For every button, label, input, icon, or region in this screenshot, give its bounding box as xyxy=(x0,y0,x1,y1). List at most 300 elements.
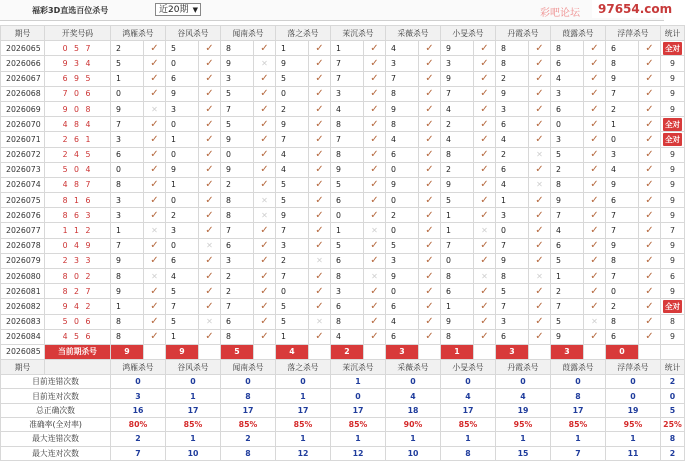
kill-value-cell: 9 xyxy=(331,162,364,177)
result-mark-cell xyxy=(474,162,496,177)
result-mark-cell xyxy=(199,314,221,329)
kill-value-cell: 9 xyxy=(111,101,144,116)
check-icon: ✓ xyxy=(260,316,269,328)
check-icon: ✓ xyxy=(645,285,654,297)
kill-value-cell: 5 xyxy=(276,314,309,329)
kill-value-cell: 5 xyxy=(441,193,474,208)
cross-icon: ✕ xyxy=(206,317,213,327)
kill-value-cell: 9 xyxy=(166,162,199,177)
result-mark-cell xyxy=(199,299,221,314)
check-icon: ✓ xyxy=(205,331,214,343)
kill-value-cell: 0 xyxy=(166,238,199,253)
check-icon: ✓ xyxy=(370,209,379,221)
kill-value-cell: 0 xyxy=(166,147,199,162)
check-icon: ✓ xyxy=(370,285,379,297)
kill-value-cell: 6 xyxy=(551,238,584,253)
result-mark-cell xyxy=(419,71,441,86)
result-mark-cell xyxy=(529,314,551,329)
table-row xyxy=(1,117,685,132)
kill-value-cell: 7 xyxy=(331,71,364,86)
stat-cell: 7 xyxy=(661,223,685,238)
kill-value-cell: 8 xyxy=(331,314,364,329)
result-mark-cell xyxy=(199,238,221,253)
kill-value-cell: 7 xyxy=(166,299,199,314)
period-cell: 2026084 xyxy=(1,329,45,344)
kill-value-cell: 3 xyxy=(166,101,199,116)
stat-cell: 9 xyxy=(661,329,685,344)
stats-value: 8 xyxy=(441,446,496,460)
kill-value-cell: 2 xyxy=(551,284,584,299)
check-icon: ✓ xyxy=(425,316,434,328)
check-icon: ✓ xyxy=(535,88,544,100)
kill-value-cell: 0 xyxy=(606,284,639,299)
result-mark-cell xyxy=(144,238,166,253)
result-mark-cell xyxy=(364,71,386,86)
check-icon: ✓ xyxy=(425,240,434,252)
result-mark-cell xyxy=(144,314,166,329)
period-cell: 2026079 xyxy=(1,253,45,268)
kill-value-cell: 0 xyxy=(551,117,584,132)
check-icon: ✓ xyxy=(205,179,214,191)
table-row xyxy=(1,147,685,162)
column-header: 期号 xyxy=(1,26,45,41)
result-mark-cell xyxy=(254,329,276,344)
kill-value-cell: 5 xyxy=(331,238,364,253)
result-mark-cell xyxy=(584,101,606,116)
column-header: 丹霞杀号 xyxy=(496,26,551,41)
result-mark-cell xyxy=(144,117,166,132)
cross-icon: ✕ xyxy=(536,150,543,160)
kill-value-cell: 8 xyxy=(221,208,254,223)
kill-value-cell: 6 xyxy=(606,329,639,344)
check-icon: ✓ xyxy=(590,285,599,297)
result-mark-cell xyxy=(529,177,551,192)
draw-numbers-cell: 9 0 8 xyxy=(45,101,111,116)
period-cell: 2026077 xyxy=(1,223,45,238)
kill-value-cell: 1 xyxy=(276,329,309,344)
table-row xyxy=(1,299,685,314)
stats-value: 12 xyxy=(276,446,331,460)
stats-value: 4 xyxy=(496,389,551,403)
result-mark-cell xyxy=(639,71,661,86)
kill-value-cell: 5 xyxy=(276,193,309,208)
check-icon: ✓ xyxy=(645,331,654,343)
all-correct-badge: 全对 xyxy=(665,43,680,53)
column-header: 鸿雁杀号 xyxy=(111,26,166,41)
check-icon: ✓ xyxy=(205,73,214,85)
period-cell: 2026067 xyxy=(1,71,45,86)
stat-cell xyxy=(661,132,685,147)
cross-icon: ✕ xyxy=(481,271,488,281)
stats-label: 最大连对次数 xyxy=(1,446,111,460)
current-kill-spacer xyxy=(419,344,441,359)
kill-value-cell: 9 xyxy=(551,329,584,344)
kill-value-cell: 7 xyxy=(551,299,584,314)
stats-value: 8 xyxy=(221,446,276,460)
stats-value: 4 xyxy=(386,389,441,403)
result-mark-cell xyxy=(474,86,496,101)
all-correct-badge: 全对 xyxy=(665,134,680,144)
table-row xyxy=(1,132,685,147)
result-mark-cell xyxy=(529,71,551,86)
result-mark-cell xyxy=(364,299,386,314)
kill-value-cell: 2 xyxy=(221,177,254,192)
result-mark-cell xyxy=(309,314,331,329)
check-icon: ✓ xyxy=(260,149,269,161)
kill-value-cell: 9 xyxy=(386,269,419,284)
kill-value-cell: 8 xyxy=(221,193,254,208)
table-row xyxy=(1,71,685,86)
result-mark-cell xyxy=(474,253,496,268)
check-icon: ✓ xyxy=(315,270,324,282)
check-icon: ✓ xyxy=(480,118,489,130)
kill-value-cell: 9 xyxy=(221,132,254,147)
result-mark-cell xyxy=(364,41,386,56)
check-icon: ✓ xyxy=(150,285,159,297)
check-icon: ✓ xyxy=(370,240,379,252)
result-mark-cell xyxy=(144,56,166,71)
table-row xyxy=(1,162,685,177)
check-icon: ✓ xyxy=(645,57,654,69)
check-icon: ✓ xyxy=(150,88,159,100)
check-icon: ✓ xyxy=(370,88,379,100)
kill-value-cell: 7 xyxy=(331,56,364,71)
stats-label: 总正确次数 xyxy=(1,403,111,417)
result-mark-cell xyxy=(584,269,606,284)
cross-icon: ✕ xyxy=(261,195,268,205)
result-mark-cell xyxy=(144,147,166,162)
check-icon: ✓ xyxy=(150,57,159,69)
kill-value-cell: 8 xyxy=(111,177,144,192)
period-cell: 2026076 xyxy=(1,208,45,223)
site-logo[interactable] xyxy=(592,0,673,18)
result-mark-cell xyxy=(419,269,441,284)
kill-value-cell: 0 xyxy=(331,208,364,223)
result-mark-cell xyxy=(639,193,661,208)
kill-value-cell: 7 xyxy=(331,132,364,147)
check-icon: ✓ xyxy=(260,255,269,267)
check-icon: ✓ xyxy=(425,300,434,312)
kill-value-cell: 6 xyxy=(331,253,364,268)
check-icon: ✓ xyxy=(150,164,159,176)
check-icon: ✓ xyxy=(315,57,324,69)
kill-value-cell: 4 xyxy=(496,177,529,192)
result-mark-cell xyxy=(199,71,221,86)
result-mark-cell xyxy=(419,86,441,101)
check-icon: ✓ xyxy=(645,255,654,267)
result-mark-cell xyxy=(144,299,166,314)
current-kill-spacer xyxy=(144,344,166,359)
chevron-down-icon: ▼ xyxy=(192,6,198,14)
check-icon: ✓ xyxy=(315,164,324,176)
table-row xyxy=(1,284,685,299)
kill-value-cell: 4 xyxy=(276,147,309,162)
result-mark-cell xyxy=(364,132,386,147)
stat-cell: 9 xyxy=(661,177,685,192)
result-mark-cell xyxy=(199,223,221,238)
result-mark-cell xyxy=(474,56,496,71)
check-icon: ✓ xyxy=(535,133,544,145)
kill-value-cell: 6 xyxy=(496,162,529,177)
check-icon: ✓ xyxy=(535,118,544,130)
kill-value-cell: 6 xyxy=(331,193,364,208)
check-icon: ✓ xyxy=(590,88,599,100)
period-cell: 2026080 xyxy=(1,269,45,284)
check-icon: ✓ xyxy=(645,149,654,161)
result-mark-cell xyxy=(254,101,276,116)
check-icon: ✓ xyxy=(645,300,654,312)
result-mark-cell xyxy=(529,41,551,56)
kill-value-cell: 8 xyxy=(496,56,529,71)
kill-value-cell: 9 xyxy=(496,86,529,101)
kill-value-cell: 5 xyxy=(276,299,309,314)
result-mark-cell xyxy=(309,329,331,344)
stats-value: 10 xyxy=(166,446,221,460)
header-row xyxy=(1,26,685,41)
check-icon: ✓ xyxy=(260,285,269,297)
stats-column-header xyxy=(45,359,111,374)
check-icon: ✓ xyxy=(535,255,544,267)
result-mark-cell xyxy=(419,284,441,299)
top-bar xyxy=(0,0,673,21)
check-icon: ✓ xyxy=(590,209,599,221)
draw-numbers-cell: 8 6 3 xyxy=(45,208,111,223)
period-cell: 2026073 xyxy=(1,162,45,177)
kill-value-cell: 6 xyxy=(606,193,639,208)
stats-value: 1 xyxy=(386,432,441,446)
check-icon: ✓ xyxy=(645,118,654,130)
result-mark-cell xyxy=(309,193,331,208)
kill-value-cell: 6 xyxy=(166,253,199,268)
result-mark-cell xyxy=(309,162,331,177)
check-icon: ✓ xyxy=(315,88,324,100)
stats-column-header: 闻南杀号 xyxy=(221,359,276,374)
stats-value: 11 xyxy=(606,446,661,460)
kill-value-cell: 1 xyxy=(111,223,144,238)
result-mark-cell xyxy=(309,299,331,314)
kill-value-cell: 3 xyxy=(496,208,529,223)
check-icon: ✓ xyxy=(260,118,269,130)
result-mark-cell xyxy=(474,101,496,116)
table-row xyxy=(1,223,685,238)
stat-cell: 9 xyxy=(661,101,685,116)
result-mark-cell xyxy=(309,223,331,238)
kill-value-cell: 1 xyxy=(606,117,639,132)
result-mark-cell xyxy=(584,193,606,208)
stats-value: 1 xyxy=(496,432,551,446)
check-icon: ✓ xyxy=(315,118,324,130)
stats-value: 17 xyxy=(221,403,276,417)
stats-column-header: 采薇杀号 xyxy=(386,359,441,374)
check-icon: ✓ xyxy=(480,285,489,297)
period-range-select[interactable] xyxy=(155,3,201,16)
all-correct-badge: 全对 xyxy=(665,119,680,129)
column-header: 开奖号码 xyxy=(45,26,111,41)
result-mark-cell xyxy=(584,299,606,314)
check-icon: ✓ xyxy=(260,300,269,312)
result-mark-cell xyxy=(639,56,661,71)
result-mark-cell xyxy=(254,41,276,56)
check-icon: ✓ xyxy=(315,240,324,252)
result-mark-cell xyxy=(199,269,221,284)
check-icon: ✓ xyxy=(205,225,214,237)
kill-value-cell: 3 xyxy=(551,132,584,147)
kill-value-cell: 0 xyxy=(166,56,199,71)
kill-value-cell: 4 xyxy=(441,132,474,147)
kill-value-cell: 8 xyxy=(441,147,474,162)
check-icon: ✓ xyxy=(150,179,159,191)
result-mark-cell xyxy=(144,253,166,268)
kill-value-cell: 8 xyxy=(111,269,144,284)
kill-value-cell: 7 xyxy=(606,269,639,284)
check-icon: ✓ xyxy=(150,42,159,54)
check-icon: ✓ xyxy=(480,73,489,85)
stats-value: 7 xyxy=(111,446,166,460)
result-mark-cell xyxy=(364,147,386,162)
check-icon: ✓ xyxy=(205,270,214,282)
kill-value-cell: 1 xyxy=(441,223,474,238)
check-icon: ✓ xyxy=(205,164,214,176)
kill-value-cell: 7 xyxy=(441,238,474,253)
result-mark-cell xyxy=(199,117,221,132)
stats-value: 0 xyxy=(606,389,661,403)
result-mark-cell xyxy=(584,314,606,329)
kill-value-cell: 9 xyxy=(441,314,474,329)
draw-numbers-cell: 6 9 5 xyxy=(45,71,111,86)
result-mark-cell xyxy=(639,223,661,238)
check-icon: ✓ xyxy=(590,179,599,191)
result-mark-cell xyxy=(639,101,661,116)
check-icon: ✓ xyxy=(425,194,434,206)
check-icon: ✓ xyxy=(260,133,269,145)
check-icon: ✓ xyxy=(425,118,434,130)
result-mark-cell xyxy=(474,314,496,329)
result-mark-cell xyxy=(199,86,221,101)
kill-value-cell: 1 xyxy=(331,41,364,56)
stat-cell: 9 xyxy=(661,193,685,208)
draw-numbers-cell: 2 6 1 xyxy=(45,132,111,147)
result-mark-cell xyxy=(199,147,221,162)
period-cell: 2026081 xyxy=(1,284,45,299)
check-icon: ✓ xyxy=(645,103,654,115)
kill-value-cell: 1 xyxy=(276,41,309,56)
result-mark-cell xyxy=(584,147,606,162)
kill-value-cell: 4 xyxy=(331,101,364,116)
table-row xyxy=(1,193,685,208)
kill-value-cell: 2 xyxy=(276,101,309,116)
result-mark-cell xyxy=(639,117,661,132)
result-mark-cell xyxy=(364,269,386,284)
check-icon: ✓ xyxy=(535,300,544,312)
stat-cell xyxy=(661,117,685,132)
draw-numbers-cell: 1 1 2 xyxy=(45,223,111,238)
kill-value-cell: 2 xyxy=(221,269,254,284)
kill-value-cell: 9 xyxy=(441,177,474,192)
draw-numbers-cell: 4 5 6 xyxy=(45,329,111,344)
stat-cell xyxy=(661,41,685,56)
check-icon: ✓ xyxy=(535,194,544,206)
check-icon: ✓ xyxy=(150,73,159,85)
kill-value-cell: 2 xyxy=(111,41,144,56)
check-icon: ✓ xyxy=(535,331,544,343)
result-mark-cell xyxy=(419,132,441,147)
stats-value: 0 xyxy=(661,389,685,403)
stat-cell: 9 xyxy=(661,86,685,101)
kill-value-cell: 6 xyxy=(551,101,584,116)
period-cell: 2026075 xyxy=(1,193,45,208)
check-icon: ✓ xyxy=(480,316,489,328)
check-icon: ✓ xyxy=(535,240,544,252)
kill-value-cell: 2 xyxy=(496,147,529,162)
stats-value: 2 xyxy=(661,446,685,460)
kill-value-cell: 6 xyxy=(606,41,639,56)
result-mark-cell xyxy=(419,253,441,268)
check-icon: ✓ xyxy=(645,209,654,221)
watermark: 彩吧论坛 xyxy=(540,8,580,19)
result-mark-cell xyxy=(419,177,441,192)
cross-icon: ✕ xyxy=(316,317,323,327)
result-mark-cell xyxy=(639,269,661,284)
kill-value-cell: 6 xyxy=(496,117,529,132)
stats-value: 0 xyxy=(111,375,166,389)
result-mark-cell xyxy=(254,253,276,268)
check-icon: ✓ xyxy=(425,225,434,237)
draw-numbers-cell: 8 0 2 xyxy=(45,269,111,284)
check-icon: ✓ xyxy=(425,149,434,161)
check-icon: ✓ xyxy=(425,164,434,176)
result-mark-cell xyxy=(199,56,221,71)
check-icon: ✓ xyxy=(645,133,654,145)
kill-value-cell: 1 xyxy=(111,299,144,314)
result-mark-cell xyxy=(364,56,386,71)
stats-value: 95% xyxy=(496,418,551,432)
check-icon: ✓ xyxy=(315,133,324,145)
result-mark-cell xyxy=(254,147,276,162)
kill-value-cell: 6 xyxy=(221,314,254,329)
check-icon: ✓ xyxy=(425,209,434,221)
result-mark-cell xyxy=(639,299,661,314)
kill-value-cell: 9 xyxy=(221,56,254,71)
result-mark-cell xyxy=(584,41,606,56)
check-icon: ✓ xyxy=(535,225,544,237)
kill-value-cell: 3 xyxy=(551,86,584,101)
kill-value-cell: 5 xyxy=(551,147,584,162)
stat-cell: 6 xyxy=(661,269,685,284)
stats-value: 0 xyxy=(331,389,386,403)
result-mark-cell xyxy=(199,253,221,268)
kill-value-cell: 1 xyxy=(331,223,364,238)
result-mark-cell xyxy=(474,41,496,56)
check-icon: ✓ xyxy=(315,149,324,161)
kill-value-cell: 9 xyxy=(166,86,199,101)
check-icon: ✓ xyxy=(205,88,214,100)
kill-value-cell: 9 xyxy=(111,253,144,268)
result-mark-cell xyxy=(364,162,386,177)
result-mark-cell xyxy=(419,56,441,71)
cross-icon: ✕ xyxy=(261,210,268,220)
stats-value: 0 xyxy=(166,375,221,389)
check-icon: ✓ xyxy=(260,88,269,100)
kill-value-cell: 6 xyxy=(331,299,364,314)
check-icon: ✓ xyxy=(590,270,599,282)
check-icon: ✓ xyxy=(645,88,654,100)
check-icon: ✓ xyxy=(645,73,654,85)
result-mark-cell xyxy=(474,329,496,344)
kill-value-cell: 8 xyxy=(496,269,529,284)
check-icon: ✓ xyxy=(480,255,489,267)
stats-value: 95% xyxy=(606,418,661,432)
check-icon: ✓ xyxy=(590,73,599,85)
